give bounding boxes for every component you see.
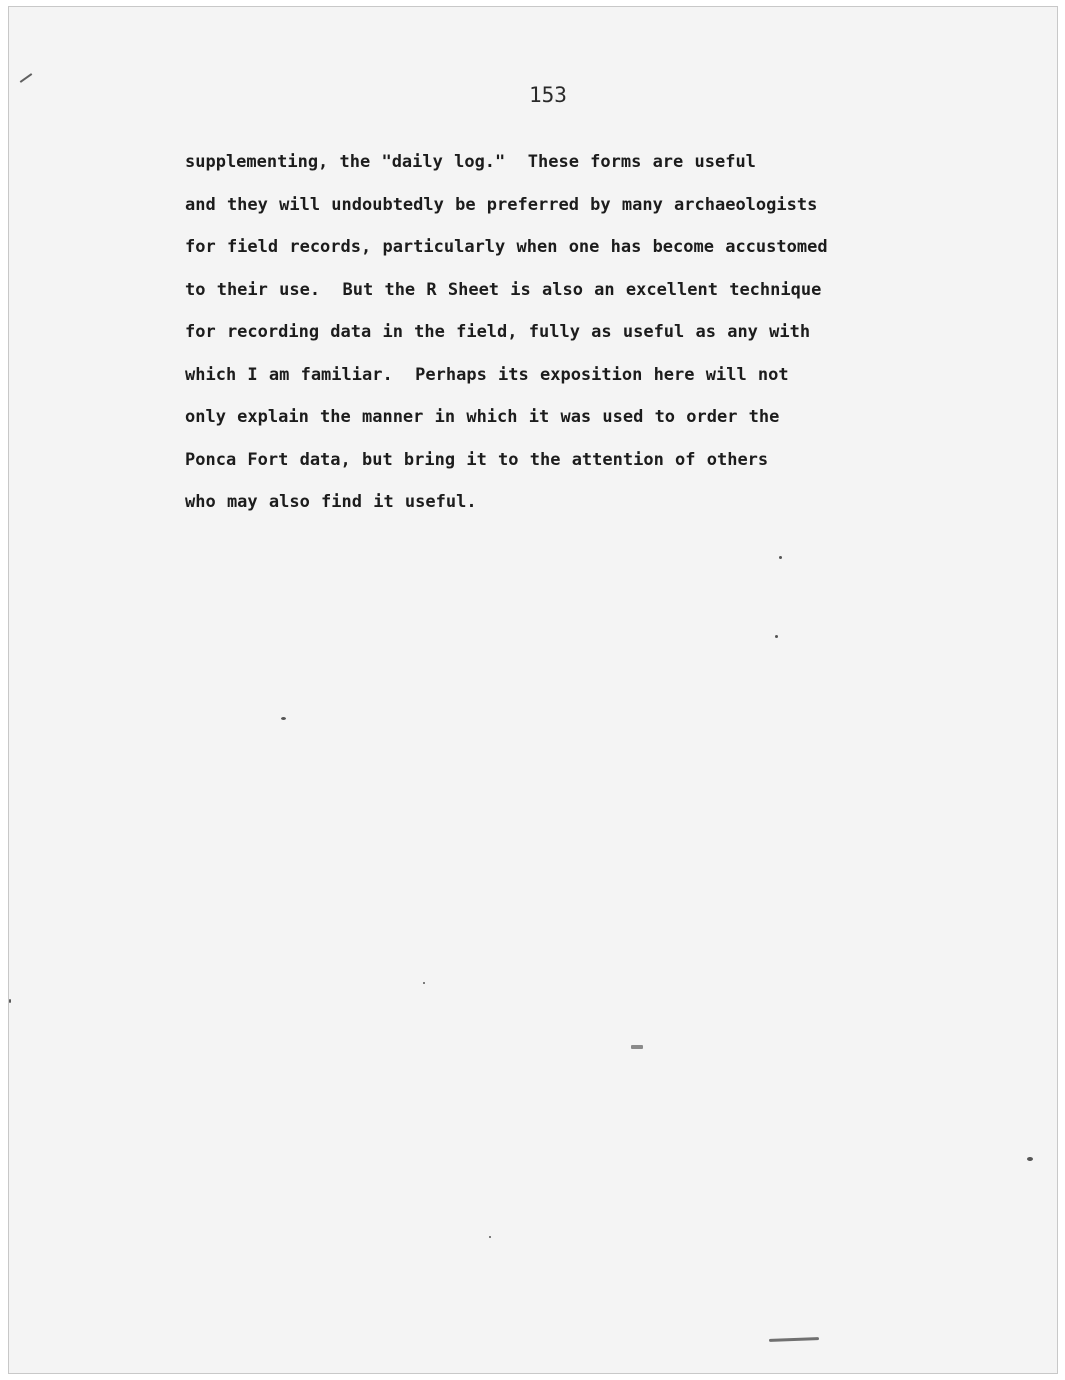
pencil-mark <box>769 1337 819 1342</box>
scan-speck <box>281 717 286 720</box>
text-line: for field records, particularly when one has become accustomed <box>185 237 828 257</box>
scan-speck <box>423 982 425 984</box>
text-line: Ponca Fort data, but bring it to the attention of others <box>185 449 769 470</box>
scan-speck <box>1027 1157 1033 1161</box>
text-line: only explain the manner in which it was used to order the <box>185 407 780 427</box>
text-line: to their use. But the R Sheet is also an excellent technique <box>185 279 822 300</box>
text-line: and they will undoubtedly be preferred by many archaeologists <box>185 194 818 215</box>
text-line: who may also find it useful. <box>185 492 477 512</box>
scan-speck <box>775 635 778 638</box>
text-line: supplementing, the "daily log." These forms are useful <box>185 152 756 172</box>
scan-speck <box>489 1236 491 1238</box>
text-line: for recording data in the field, fully as useful as any with <box>185 322 811 342</box>
scan-speck <box>779 556 782 559</box>
body-paragraph <box>185 145 985 528</box>
page-number: 153 <box>529 83 567 107</box>
scan-speck <box>9 999 11 1003</box>
scan-speck <box>631 1045 643 1049</box>
typewritten-page <box>8 6 1058 1374</box>
text-line: which I am familiar. Perhaps its exposition here will not <box>185 364 789 385</box>
scan-edge-mark <box>20 73 33 83</box>
